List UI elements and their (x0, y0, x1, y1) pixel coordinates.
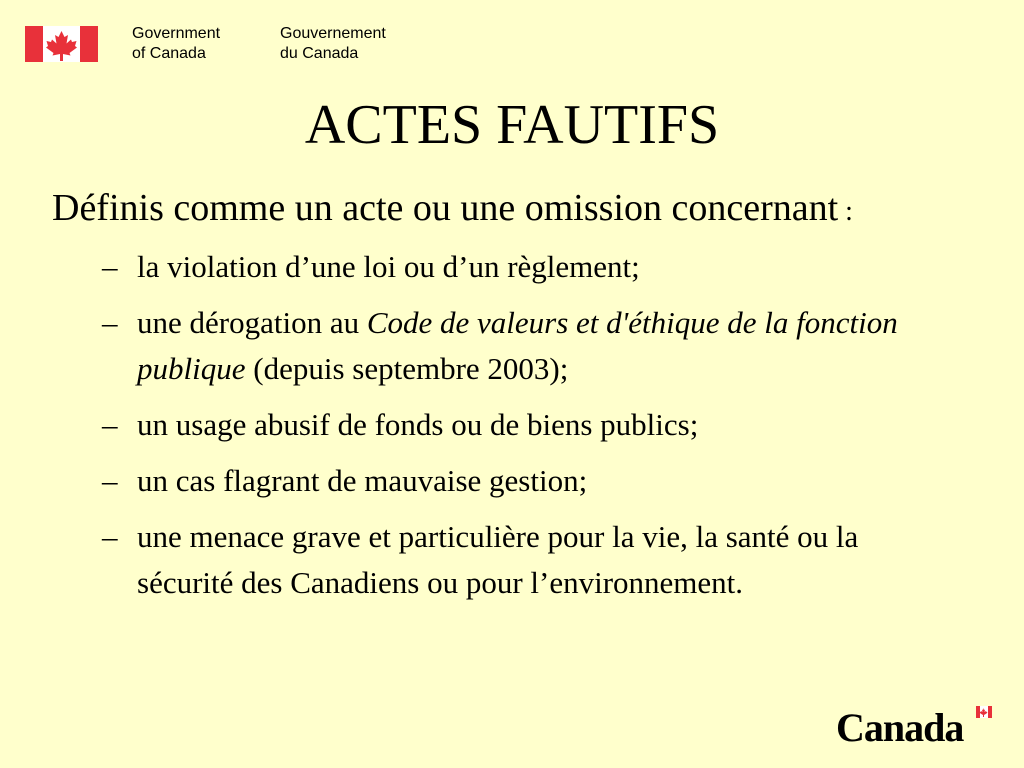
canada-flag-icon (25, 26, 98, 62)
lead-colon: : (838, 196, 853, 227)
lead-text (52, 184, 952, 236)
slide-title: ACTES FAUTIFS (304, 94, 720, 156)
gov-en-line2: of Canada (132, 45, 206, 62)
item-text: un usage abusif de fonds ou de biens publics; (137, 407, 699, 442)
dash-bullet: – (102, 407, 118, 442)
item-text: une menace grave et particulière pour la vie, la santé ou la sécurité des Canadiens ou pour l’environnement. (137, 519, 859, 600)
header (0, 0, 1024, 80)
canada-wordmark (836, 706, 994, 750)
dash-bullet: – (102, 249, 118, 284)
wordmark-text: Canada (836, 705, 964, 750)
government-of-canada-en (132, 24, 220, 64)
gouvernement-du-canada-fr (280, 24, 386, 64)
dash-bullet: – (102, 463, 118, 498)
list-item (52, 402, 952, 448)
list-item (52, 300, 952, 392)
gov-fr-line1: Gouvernement (280, 25, 386, 42)
gov-fr-line2: du Canada (280, 45, 359, 62)
wordmark-flag-icon (976, 706, 992, 718)
gov-en-line1: Government (132, 25, 221, 42)
dash-bullet: – (102, 305, 118, 340)
list-item (52, 514, 952, 606)
dash-bullet: – (102, 519, 118, 554)
item-suffix: (depuis septembre 2003); (245, 351, 569, 386)
list-item (52, 244, 952, 290)
lead-main: Définis comme un acte ou une omission concernant (52, 187, 839, 229)
bullet-list (52, 244, 952, 606)
slide-body (52, 184, 952, 616)
item-prefix: une dérogation au (137, 305, 367, 340)
item-text: la violation d’une loi ou d’un règlement; (137, 249, 640, 284)
item-text: un cas flagrant de mauvaise gestion; (137, 463, 588, 498)
item-italic-title: Code de valeurs et d'éthique de la fonction publique (137, 305, 898, 386)
list-item (52, 458, 952, 504)
